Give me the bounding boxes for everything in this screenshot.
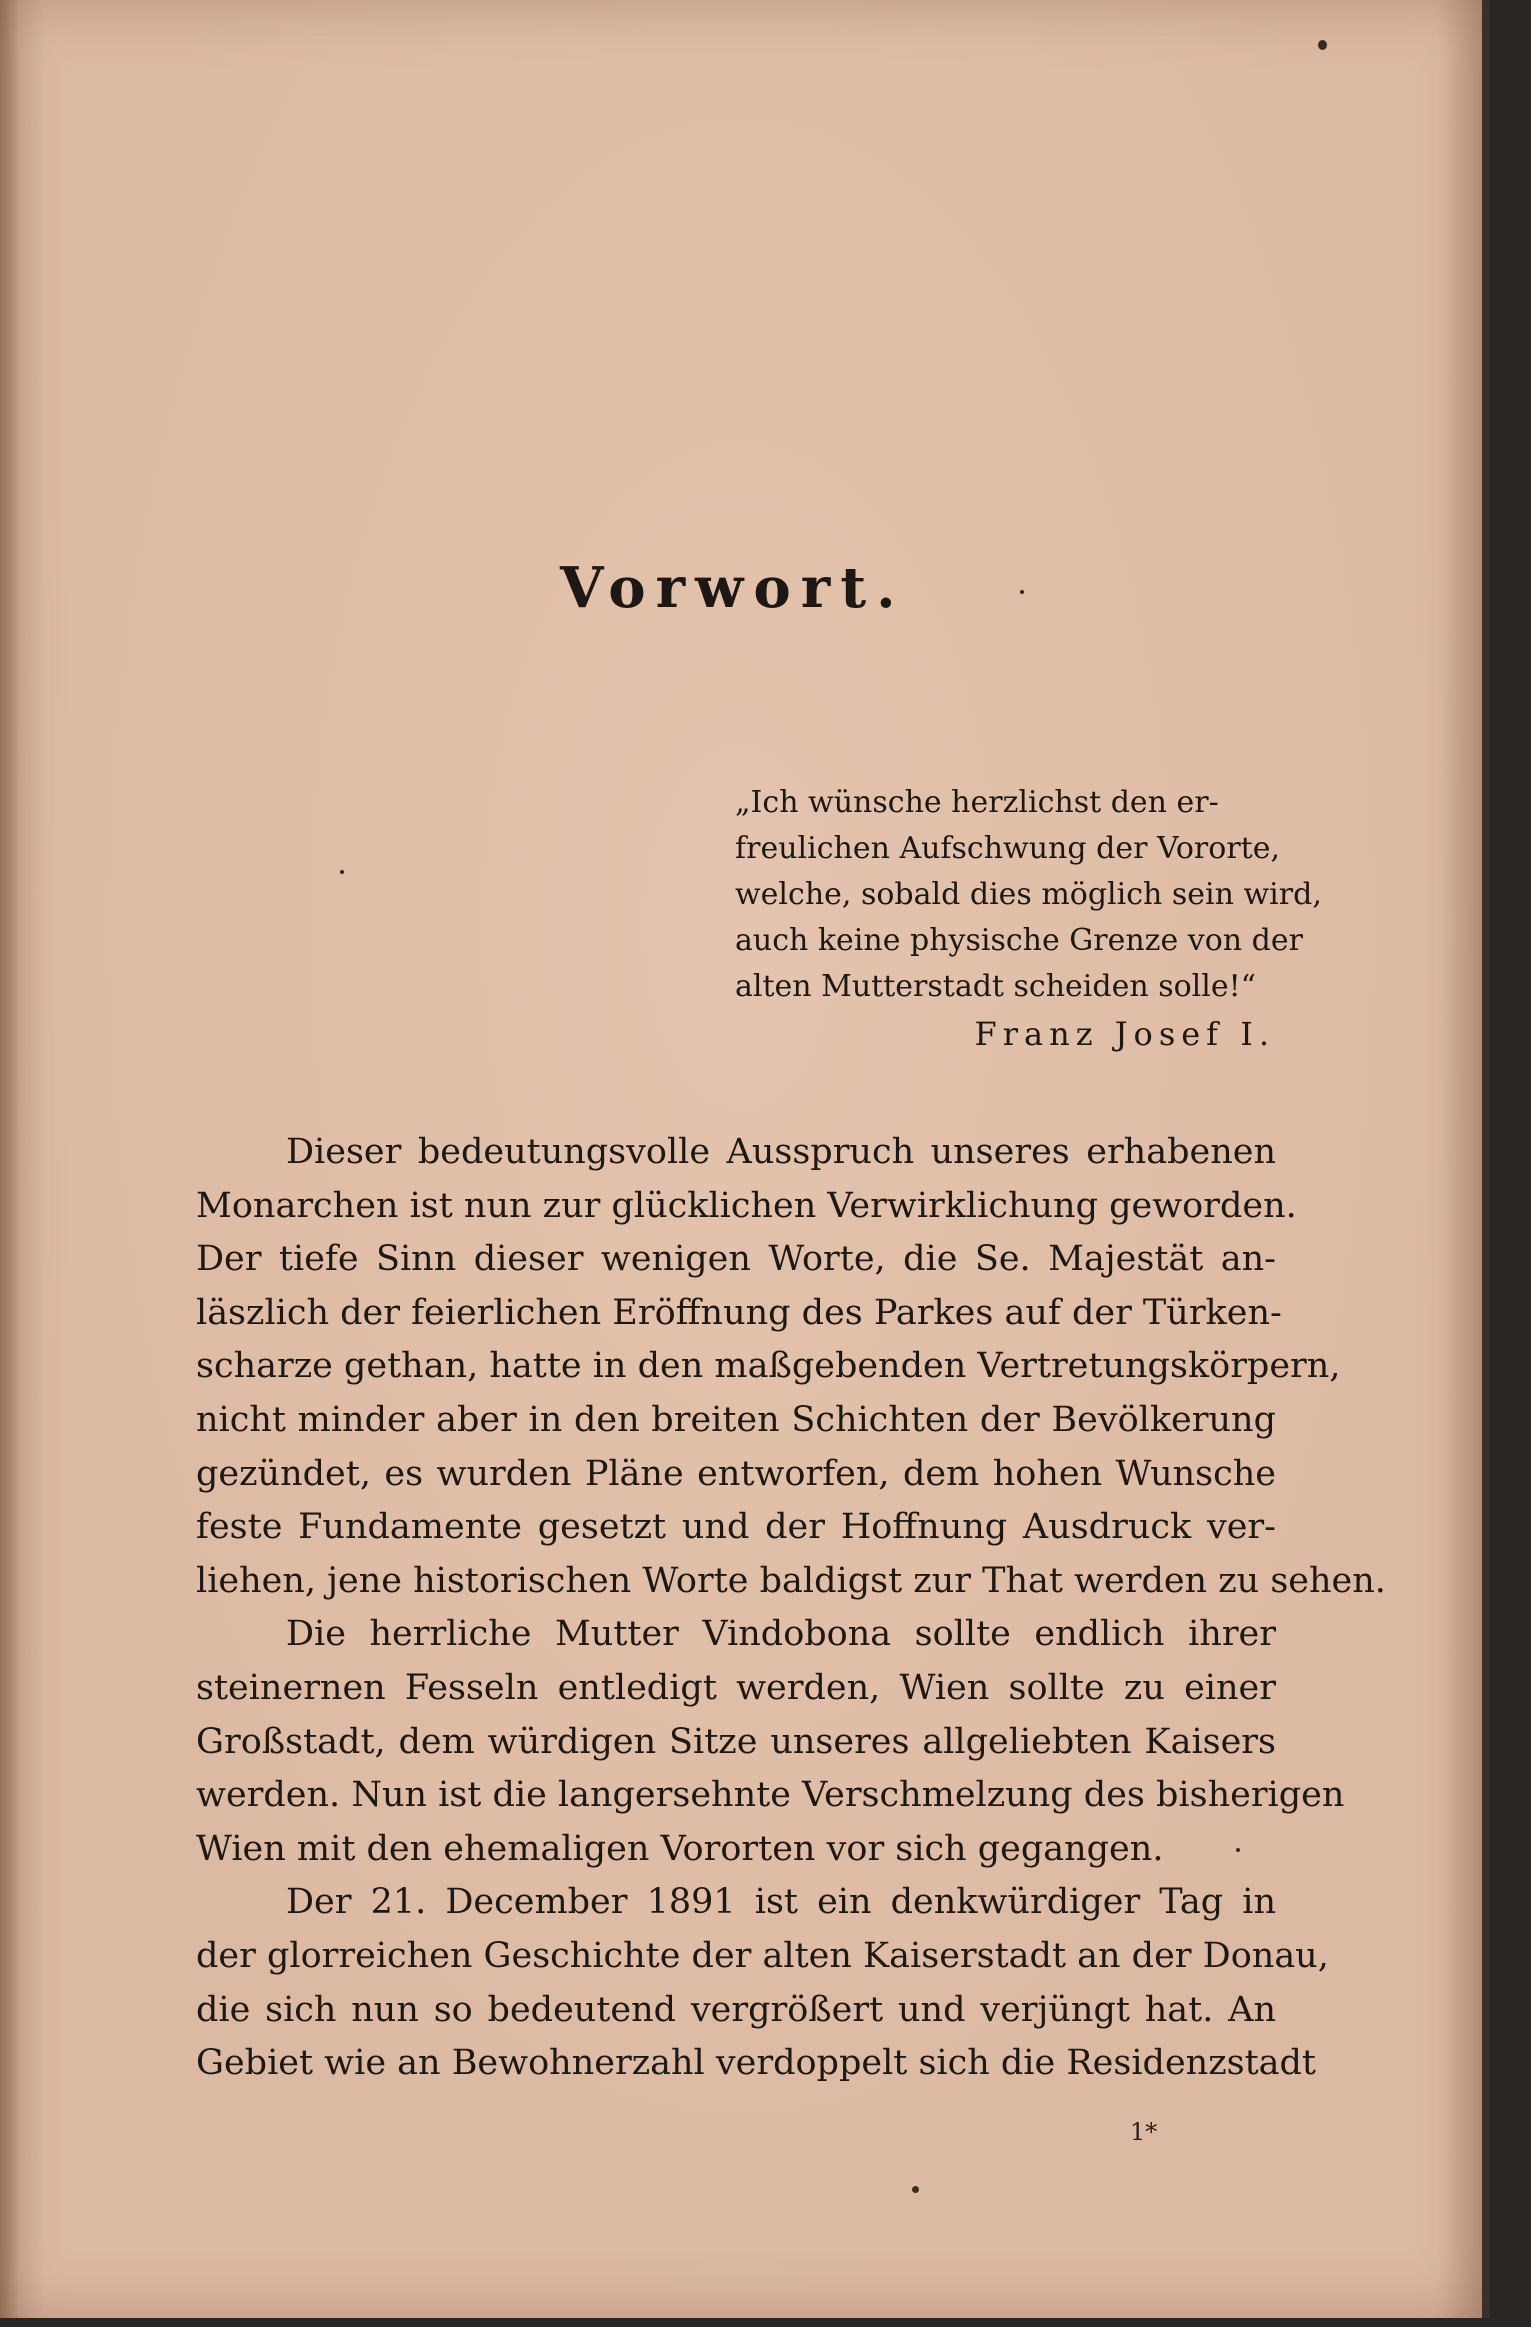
body-text	[196, 1126, 1386, 2091]
page-spine-edge	[0, 0, 18, 2318]
epigraph-line: auch keine physische Grenze von der	[735, 923, 1303, 958]
paper-speck	[912, 2186, 919, 2193]
paper-speck	[1020, 590, 1024, 594]
paragraph-1-line: feste Fundamente gesetzt und der Hoffnung Ausdruck ver-	[196, 1507, 1276, 1548]
paragraph-1-line: liehen, jene historischen Worte baldigst zur That werden zu sehen.	[196, 1560, 1386, 1601]
epigraph-line: alten Mutterstadt scheiden solle!“	[735, 969, 1257, 1004]
paragraph-2-line: Wien mit den ehemaligen Vororten vor sich gegangen.	[196, 1828, 1164, 1869]
paragraph-1-line: Der tiefe Sinn dieser wenigen Worte, die Se. Majestät an-	[196, 1239, 1276, 1280]
page-title: Vorwort.	[560, 555, 906, 621]
epigraph-quote	[735, 780, 1322, 1010]
paragraph-1-line: läszlich der feierlichen Eröffnung des Parkes auf der Türken-	[196, 1292, 1282, 1333]
page-number: 1*	[1130, 2118, 1158, 2146]
paper-speck	[1236, 1848, 1240, 1852]
paragraph-3-line: die sich nun so bedeutend vergrößert und verjüngt hat. An	[196, 1989, 1276, 2030]
paragraph-2-line: steinernen Fesseln entledigt werden, Wien sollte zu einer	[196, 1667, 1276, 1708]
paragraph-1-line: gezündet, es wurden Pläne entworfen, dem hohen Wunsche	[196, 1453, 1276, 1494]
epigraph-line: freulichen Aufschwung der Vororte,	[735, 831, 1281, 866]
paragraph-3-line: der glorreichen Geschichte der alten Kaiserstadt an der Donau,	[196, 1935, 1329, 1976]
paragraph-1-line: Dieser bedeutungsvolle Ausspruch unseres erhabenen	[286, 1132, 1276, 1172]
epigraph-signature: Franz Josef I.	[974, 1015, 1275, 1053]
paragraph-1-line: nicht minder aber in den breiten Schichten der Bevölkerung	[196, 1399, 1276, 1440]
paragraph-2-line: Großstadt, dem würdigen Sitze unseres allgeliebten Kaisers	[196, 1721, 1276, 1762]
epigraph-line: „Ich wünsche herzlichst den er-	[735, 785, 1219, 820]
paper-speck	[340, 870, 344, 874]
paper-speck	[1318, 40, 1327, 50]
paragraph-1-line: scharze gethan, hatte in den maßgebenden Vertretungskörpern,	[196, 1346, 1341, 1387]
paragraph-2-line: Die herrliche Mutter Vindobona sollte endlich ihrer	[286, 1614, 1276, 1655]
paragraph-1-line: Monarchen ist nun zur glücklichen Verwirklichung geworden.	[196, 1185, 1297, 1226]
epigraph-line: welche, sobald dies möglich sein wird,	[735, 877, 1322, 912]
paragraph-3-line: Der 21. December 1891 ist ein denkwürdiger Tag in	[286, 1882, 1276, 1923]
paragraph-3-line: Gebiet wie an Bewohnerzahl verdoppelt sich die Residenzstadt	[196, 2043, 1316, 2084]
paragraph-2-line: werden. Nun ist die langersehnte Verschmelzung des bisherigen	[196, 1775, 1345, 1816]
